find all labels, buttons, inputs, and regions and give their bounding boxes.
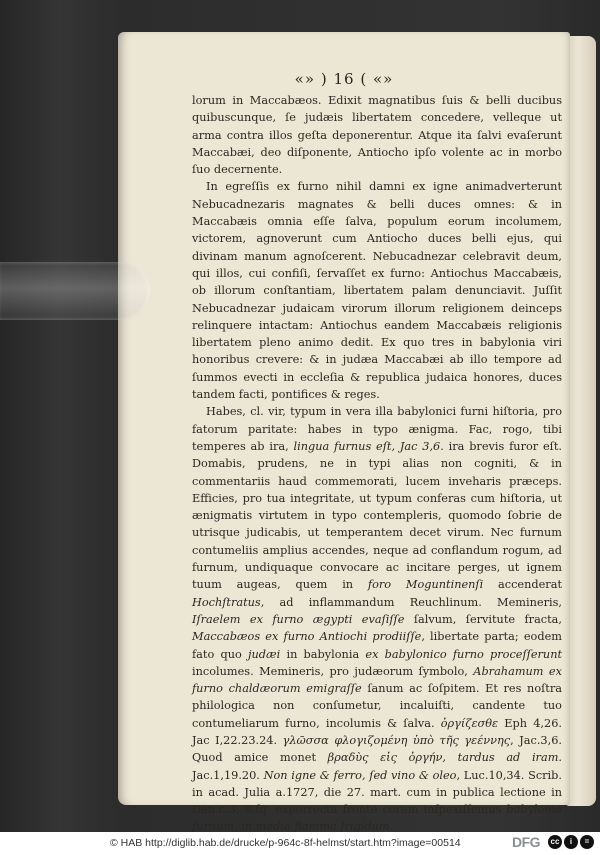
dfg-logo: DFG bbox=[512, 834, 541, 850]
text-run: Eph 4,26. Jac I,22.23.24. bbox=[192, 716, 562, 747]
ornament-right: «» bbox=[372, 70, 394, 88]
text-run: in babylonia bbox=[280, 647, 366, 661]
text-run: incolumes. Memineris, pro judæorum ſymbolo, bbox=[192, 664, 474, 678]
paragraph bbox=[192, 403, 562, 832]
text-run: In egreſſis ex furno nihil damni ex igne animadverterunt Nebucadnezaris magnates & belli duces omnes: & in Maccabæis omnia eſſe ſalva, populum eorum incolumem, victorem, agnoverunt cum Antiocho duces belli ejus, qui divinam manum agnoſcerent. Nebucadnezar celebravit deum, qui illos, cui confiſi, ſervaſſet ex furno: Antiochus Maccabæis, ob illorum conſtantiam, libertatem palam denunciavit. Juſſit Nebucadnezar judaicam virorum illorum religionem deinceps relinquere intactam: Antiochus eandem Maccabæis religionis libertatem pleno animo dedit. Ex quo tres in babylonia viri honoribus crevere: & in judæa Maccabæi ab illo tempore ad ſummos evecti in eccleſia & republica judaica honores, duces tandem facti, pontifices & reges. bbox=[192, 180, 562, 402]
paragraph bbox=[192, 92, 562, 178]
text-run: , libertate parta; eodem fato quo bbox=[192, 630, 562, 661]
text-run: ira brevis furor eſt. Domabis, prudens, ne in typi alias non cogniti, & in commentariis haud commemorati, lucem inveharis præceps. Efficies, pro tua integritate, ut typum conferas cum hiſtoria, ut ænigmatis virtutem in typo contempleris, quomodo ſobrie de utrisque judicabis, ut temperantem decet virum. Nec furnum contumeliis amplius accendes, neque ad conflandum rogum, ad furnum, undiquaque convocare ac incitare perges, ut ignem tuum augeas, quem in bbox=[192, 439, 562, 592]
italic-text: Non igne & ferro, ſed vino & oleo bbox=[263, 768, 457, 782]
no-derivatives-icon: = bbox=[580, 835, 594, 849]
page-header bbox=[118, 70, 570, 88]
attribution-link[interactable]: © HAB http://diglib.hab.de/drucke/p-964c-8f-helmst/start.htm?image=00514 bbox=[110, 837, 461, 849]
italic-text: Hochſtratus bbox=[192, 595, 261, 609]
text-run: ſalvum, ſervitute fracta, bbox=[404, 612, 562, 626]
text-run: , Jac.3,6. Quod amice monet bbox=[192, 733, 562, 765]
viewer-footer bbox=[0, 832, 600, 855]
italic-text: ὀργίζεσθε bbox=[440, 716, 499, 730]
body-text bbox=[192, 92, 562, 832]
page-number: 16 bbox=[333, 70, 355, 88]
text-run: . Jac.1,19.20. bbox=[192, 751, 562, 782]
ornament-left: «» bbox=[294, 70, 316, 88]
italic-text: lingua furnus eſt, Jac 3,6. bbox=[293, 439, 444, 453]
text-run: ſanum ac ſoſpitem. Et res noſtra philologica non conſumetur, incaluiſti, candente tuo contumeliarum furno, incolumis & ſalva. bbox=[192, 682, 562, 730]
page-clip bbox=[0, 262, 150, 320]
text-run: lorum in Maccabæos. Edixit magnatibus ſuis & belli ducibus quibuscunque, ſe judæis libertatem concedere, velleque ut arma contra illos geſta deponerentur. Atque ita ſalvi evaſerunt Maccabæi, deo diſponente, Antiocho ipſo volente ac in morbo ſuo decernente. bbox=[192, 94, 562, 177]
book-page bbox=[118, 32, 570, 832]
paragraph bbox=[192, 178, 562, 403]
italic-text: βραδὺς εἰς ὀργήν, tardus ad iram bbox=[327, 751, 559, 765]
italic-text: Maccabæos ex furno Antiochi prodiiſſe bbox=[192, 630, 422, 644]
license-icons[interactable] bbox=[548, 835, 598, 852]
attribution-icon: i bbox=[564, 835, 578, 849]
header-paren-right: ( bbox=[360, 70, 368, 88]
italic-text: ex babylonico furno proceſſerunt bbox=[365, 647, 563, 661]
italic-text: Iſraelem ex furno ægypti evaſiſſe bbox=[192, 612, 405, 626]
italic-text: γλῶσσα φλογιζομένη ὑπὸ τῆς γεέννης bbox=[282, 733, 511, 747]
italic-text: babylonia furnum, in media flamma frigidum bbox=[192, 803, 562, 832]
text-run: accenderat bbox=[483, 578, 562, 592]
cc-icon: cc bbox=[548, 835, 562, 849]
text-run: Habes, cl. vir, typum in vera illa babylonici furni hiſtoria, pro fatorum paritate: habes in typo ænigma. Fac, rogo, tibi temperes ab ira, bbox=[192, 405, 562, 453]
header-paren-left: ) bbox=[320, 70, 328, 88]
text-run: , Luc.10,34. Scrib. in acad. Julia a.1727, die 27. mart. cum in publica lectione in Dan.c.3, 8.ſq. exporrecta fronte coram inſpexiſſemus bbox=[192, 768, 562, 817]
italic-text: foro Moguntinenſi bbox=[367, 578, 484, 592]
italic-text: judæi bbox=[248, 647, 281, 661]
text-run: . bbox=[389, 820, 394, 832]
adjacent-page-edge bbox=[566, 36, 596, 806]
text-run: , ad inflammandum Reuchlinum. Memineris, bbox=[260, 595, 562, 609]
italic-text: Abrahamum ex furno chaldæorum emigraſſe bbox=[192, 664, 562, 696]
